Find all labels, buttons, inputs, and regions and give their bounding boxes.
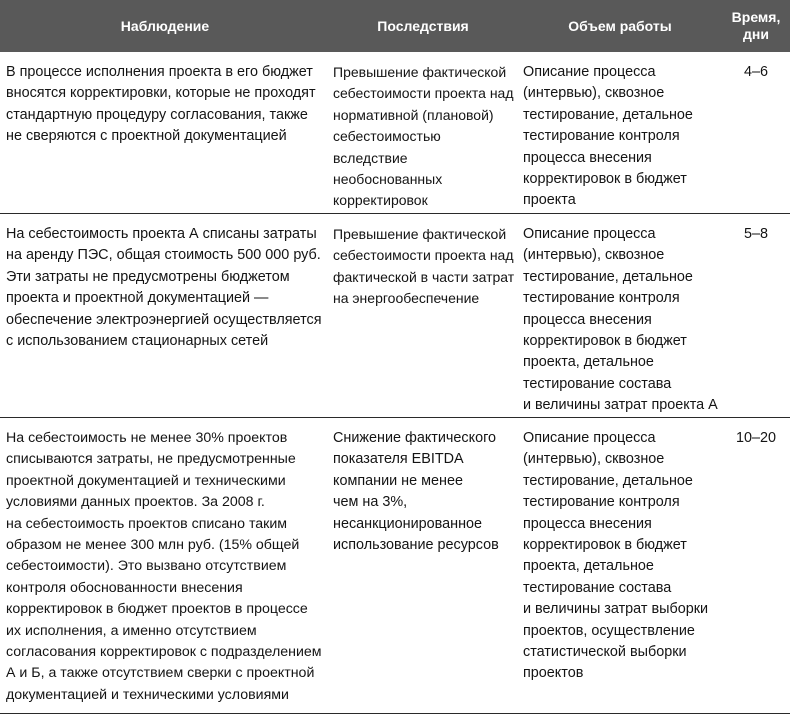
observation-cell: В процессе исполнения проекта в его бюджет вносятся корректировки, которые не проходят стандартную процедуру согласования, также не сверяются с проектной документацией (6, 64, 316, 145)
work-scope-cell: Описание процесса (интервью), сквозное тестирование, детальное тестирование контроля процесса внесения корректировок в бюджет проекта, детальное тестирование состава и величины затрат проекта А (523, 226, 718, 414)
header-consequences: Последствия (377, 17, 469, 34)
header-observation: Наблюдение (120, 17, 210, 34)
observation-cell: На себестоимость проекта А списаны затраты на аренду ПЭС, общая стоимость 500 000 руб. Эти затраты не предусмотрены бюджетом проекта и проектной документацией — обеспечение электроэнергией осуществляется с использованием стационарных сетей (6, 226, 322, 350)
consequence-cell: Снижение фактического показателя EBITDA компании не менее чем на 3%, несанкционированное использование ресурсов (333, 430, 499, 554)
time-cell: 10–20 (735, 430, 777, 446)
observation-cell: На себестоимость не менее 30% проектов списываются затраты, не предусмотренные проектной документацией и техническими условиями данных проектов. За 2008 г. на себестоимость проектов списано таким образом не менее 300 млн руб. (15% общей себестоимости). Это вызвано отсутствием контроля обоснованности внесения корректировок в бюджет проектов в процессе их исполнения, а именно отсутствием согласования корректировок с подразделением А и Б, а также отсутствием сверки с проектной документацией и техническими условиями (6, 430, 322, 703)
time-cell: 5–8 (743, 226, 768, 242)
table-row (0, 214, 790, 418)
consequence-cell: Превышение фактической себестоимости проекта над фактической в части затрат на энергообеспечение (333, 226, 515, 307)
table-header (0, 0, 790, 52)
table-row (0, 418, 790, 714)
header-time-days: Время, дни (731, 9, 781, 42)
table-row (0, 52, 790, 214)
consequence-cell: Превышение фактической себестоимости проекта над нормативной (плановой) себестоимостью вследствие необоснованных корректировок (333, 64, 514, 209)
header-scope-of-work: Объем работы (568, 17, 672, 34)
work-scope-cell: Описание процесса (интервью), сквозное тестирование, детальное тестирование контроля процесса внесения корректировок в бюджет проекта, детальное тестирование состава и величины затрат выборки проектов, осуществление статистической выборки проектов (523, 430, 709, 682)
time-cell: 4–6 (743, 64, 768, 80)
work-scope-cell: Описание процесса (интервью), сквозное тестирование, детальное тестирование контроля процесса внесения корректировок в бюджет проекта (523, 64, 693, 209)
